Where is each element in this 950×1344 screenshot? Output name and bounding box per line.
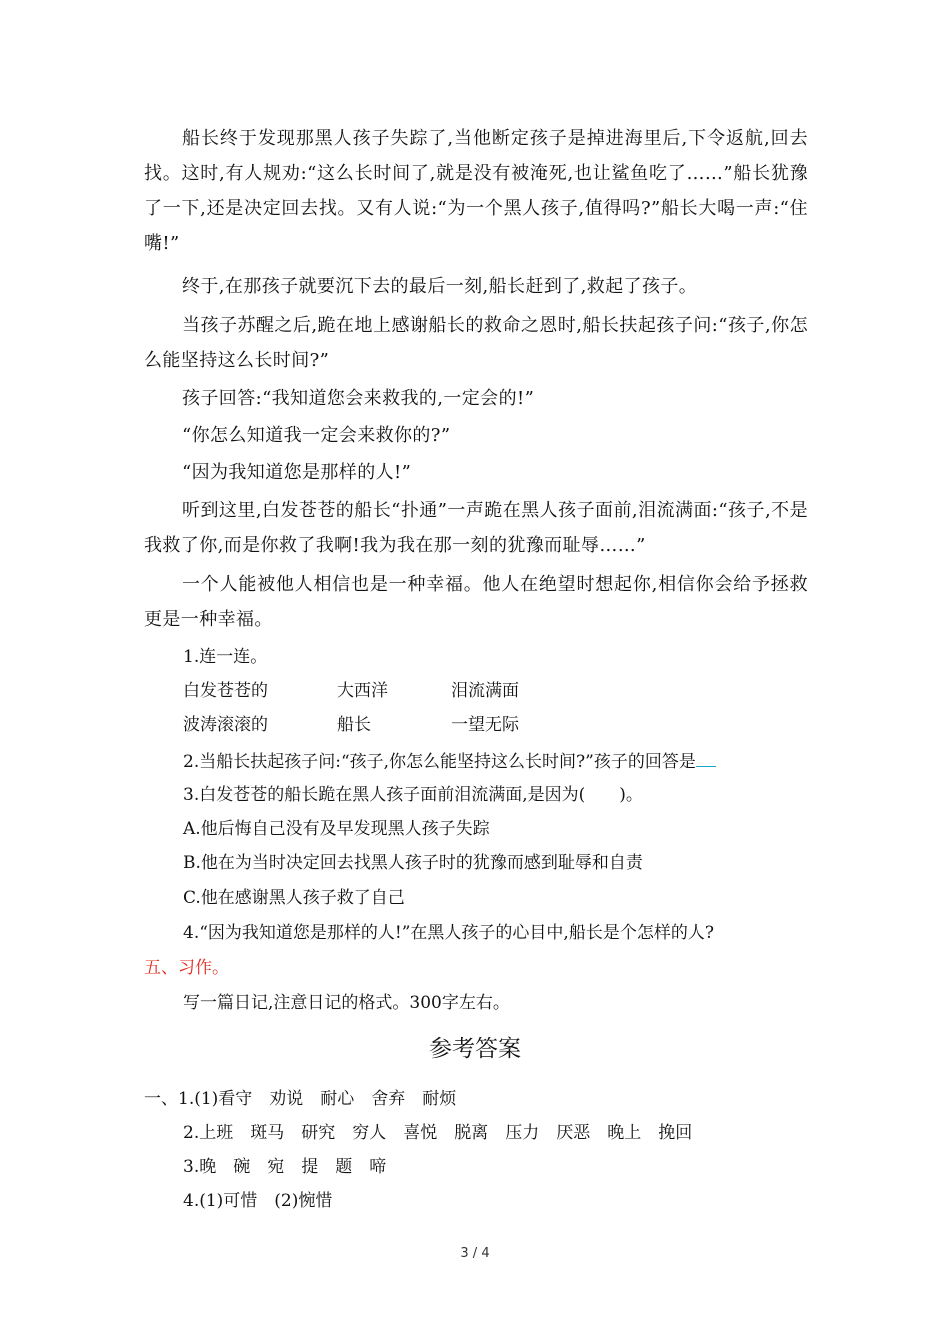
answers-title: 参考答案	[429, 1036, 521, 1062]
answers-line-3: 3.晚 碗 宛 提 题 啼	[183, 1157, 387, 1177]
question-4: 4.“因为我知道您是那样的人!”在黑人孩子的心目中,船长是个怎样的人?	[183, 923, 714, 943]
answers-line-1	[144, 1087, 456, 1111]
story-paragraph: 一个人能被他人相信也是一种幸福。他人在绝望时想起你,相信你会给予拯救更是一种幸福。	[144, 574, 808, 630]
question-1: 1.连一连。	[183, 647, 268, 667]
answers-prefix: 一、	[144, 1089, 178, 1109]
match-word[interactable]: 波涛滚滚的	[183, 715, 268, 735]
match-word[interactable]: 船长	[337, 715, 371, 735]
story-paragraph: “因为我知道您是那样的人!”	[182, 462, 412, 483]
match-word[interactable]: 泪流满面	[451, 681, 519, 701]
story-paragraph: 孩子回答:“我知道您会来救我的,一定会的!”	[182, 388, 535, 409]
match-word[interactable]: 大西洋	[337, 681, 388, 701]
match-word[interactable]: 一望无际	[451, 715, 519, 735]
answers-text: 1.(1)看守 劝说 耐心 舍弃 耐烦	[178, 1089, 457, 1109]
story-paragraph: 听到这里,白发苍苍的船长“扑通”一声跪在黑人孩子面前,泪流满面:“孩子,不是我救了你,而是你救了我啊!我为我在那一刻的犹豫而耻辱……”	[144, 500, 808, 556]
question-3: 3.白发苍苍的船长跪在黑人孩子面前泪流满面,是因为( )。	[183, 785, 643, 805]
section-5-heading: 五、习作。	[144, 958, 229, 978]
option-b: B.他在为当时决定回去找黑人孩子时的犹豫而感到耻辱和自责	[183, 853, 643, 873]
page-number: 3 / 4	[460, 1246, 490, 1261]
option-c: C.他在感谢黑人孩子救了自己	[183, 888, 405, 908]
story-paragraph: 船长终于发现那黑人孩子失踪了,当他断定孩子是掉进海里后,下令返航,回去找。这时,有人规劝:“这么长时间了,就是没有被淹死,也让鲨鱼吃了……”船长犹豫了一下,还是决定回去找。又有人说:“为一个黑人孩子,值得吗?”船长大喝一声:“住嘴!”	[144, 128, 808, 254]
question-2	[183, 748, 716, 774]
option-a: A.他后悔自己没有及早发现黑人孩子失踪	[183, 819, 490, 839]
question-2-text: 2.当船长扶起孩子问:“孩子,你怎么能坚持这么长时间?”孩子的回答是	[183, 752, 696, 772]
answers-line-4: 4.(1)可惜 (2)惋惜	[183, 1191, 333, 1211]
section-5-prompt: 写一篇日记,注意日记的格式。300字左右。	[183, 993, 510, 1013]
story-paragraph: “你怎么知道我一定会来救你的?”	[182, 425, 451, 446]
story-paragraph: 当孩子苏醒之后,跪在地上感谢船长的救命之恩时,船长扶起孩子问:“孩子,你怎么能坚持这么长时间?”	[144, 315, 808, 371]
answer-blank[interactable]	[696, 748, 716, 767]
answers-line-2: 2.上班 斑马 研究 穷人 喜悦 脱离 压力 厌恶 晚上 挽回	[183, 1123, 693, 1143]
match-word[interactable]: 白发苍苍的	[183, 681, 268, 701]
story-paragraph: 终于,在那孩子就要沉下去的最后一刻,船长赶到了,救起了孩子。	[182, 276, 698, 297]
